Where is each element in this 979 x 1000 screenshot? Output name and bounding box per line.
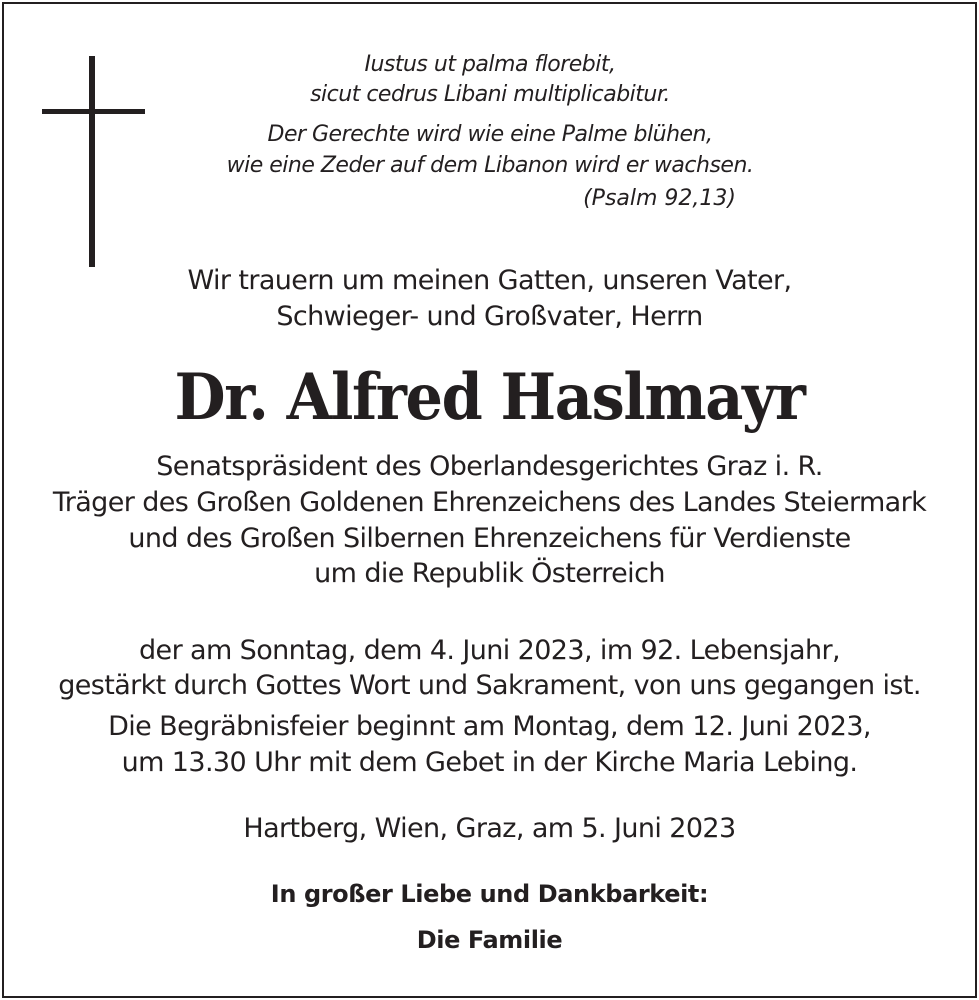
verse-reference: (Psalm 92,13) [583,186,736,211]
intro-line-2: Schwieger- und Großvater, Herrn [276,301,703,332]
title-line-4: um die Republik Österreich [314,558,665,589]
cross-vertical-bar [89,56,95,267]
funeral-line-1: Die Begräbnisfeier beginnt am Montag, dem 12. Juni 2023, [108,711,871,742]
intro-line-1: Wir trauern um meinen Gatten, unseren Vater, [187,265,792,296]
closing-signature: Die Familie [416,926,563,954]
place-date: Hartberg, Wien, Graz, am 5. Juni 2023 [243,813,736,844]
deceased-name: Dr. Alfred Haslmayr [174,360,805,435]
title-line-2: Träger des Großen Goldenen Ehrenzeichens des Landes Steiermark [52,487,927,518]
cross-horizontal-bar [42,109,145,114]
death-line-1: der am Sonntag, dem 4. Juni 2023, im 92. Lebensjahr, [139,635,840,666]
title-line-3: und des Großen Silbernen Ehrenzeichens für Verdienste [128,523,851,554]
verse-german-line-1: Der Gerechte wird wie eine Palme blühen, [267,122,713,147]
verse-latin-line-2: sicut cedrus Libani multiplicabitur. [310,82,670,107]
funeral-line-2: um 13.30 Uhr mit dem Gebet in der Kirche Maria Lebing. [121,747,858,778]
verse-german-line-2: wie eine Zeder auf dem Libanon wird er wachsen. [226,153,754,178]
closing-line-1: In großer Liebe und Dankbarkeit: [270,880,709,908]
death-line-2: gestärkt durch Gottes Wort und Sakrament, von uns gegangen ist. [58,670,921,701]
title-line-1: Senatspräsident des Oberlandesgerichtes Graz i. R. [156,451,823,482]
verse-latin-line-1: Iustus ut palma florebit, [364,52,616,77]
